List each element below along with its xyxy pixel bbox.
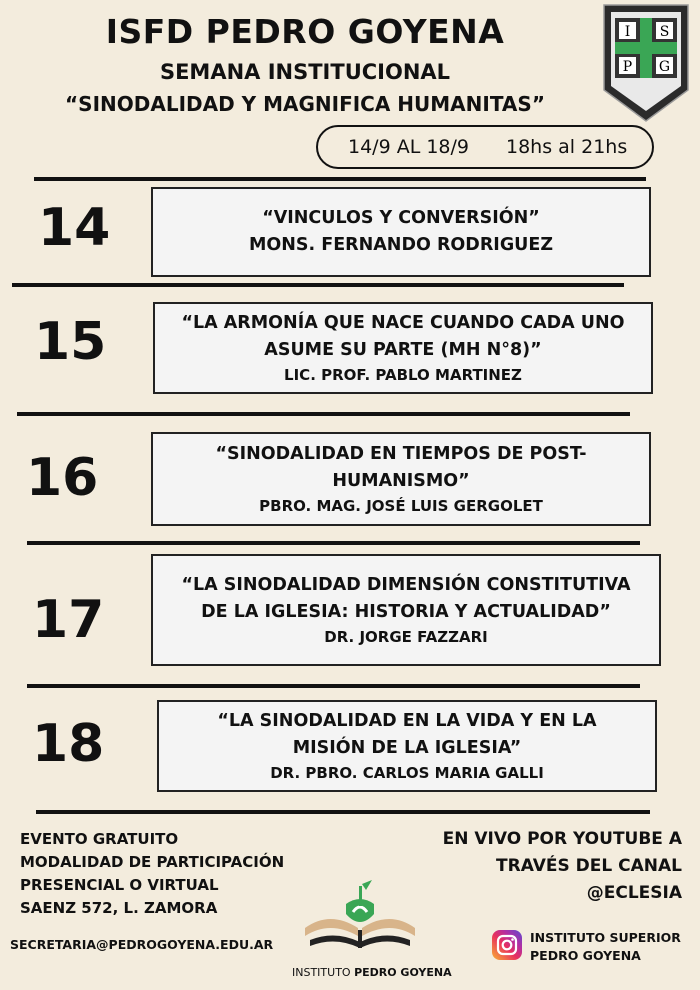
session-card bbox=[151, 187, 651, 277]
divider bbox=[36, 810, 650, 814]
session-day: 14 bbox=[38, 198, 111, 258]
instagram-line: INSTITUTO SUPERIOR bbox=[530, 930, 681, 945]
shield-letter: P bbox=[622, 59, 633, 75]
divider bbox=[12, 283, 624, 287]
session-day: 15 bbox=[34, 312, 107, 372]
session-title: ASUME SU PARTE (MH N°8)” bbox=[264, 340, 542, 360]
session-title: “LA SINODALIDAD DIMENSIÓN CONSTITUTIVA bbox=[181, 575, 631, 595]
session-speaker: PBRO. MAG. JOSÉ LUIS GERGOLET bbox=[259, 497, 543, 515]
session-speaker: MONS. FERNANDO RODRIGUEZ bbox=[248, 235, 554, 255]
shield-letter: G bbox=[658, 59, 671, 75]
session-title: DE LA IGLESIA: HISTORIA Y ACTUALIDAD” bbox=[201, 602, 611, 622]
info-line: EVENTO GRATUITO bbox=[20, 830, 179, 848]
live-line: TRAVÉS DEL CANAL bbox=[496, 856, 682, 876]
session-title: “SINODALIDAD EN TIEMPOS DE POST- bbox=[215, 444, 587, 464]
session-title: “VINCULOS Y CONVERSIÓN” bbox=[262, 208, 540, 228]
session-speaker: LIC. PROF. PABLO MARTINEZ bbox=[284, 366, 522, 384]
event-theme: “SINODALIDAD Y MAGNIFICA HUMANITAS” bbox=[65, 92, 545, 116]
instagram-account[interactable] bbox=[530, 929, 681, 965]
session-card bbox=[157, 700, 657, 792]
session-day: 18 bbox=[32, 714, 105, 774]
institute-name-bold: PEDRO GOYENA bbox=[354, 966, 452, 979]
youtube-channel[interactable]: @ECLESIA bbox=[586, 883, 682, 903]
session-speaker: DR. JORGE FAZZARI bbox=[324, 628, 488, 646]
instagram-line: PEDRO GOYENA bbox=[530, 948, 641, 963]
instagram-icon[interactable] bbox=[492, 930, 522, 960]
session-card bbox=[151, 554, 661, 666]
divider bbox=[27, 541, 640, 545]
shield-letter: I bbox=[624, 24, 631, 40]
institute-book-logo bbox=[300, 880, 420, 962]
live-line: EN VIVO POR YOUTUBE A bbox=[442, 829, 682, 849]
live-stream-info bbox=[412, 826, 682, 907]
divider bbox=[27, 684, 640, 688]
session-day: 16 bbox=[26, 448, 99, 508]
divider bbox=[34, 177, 646, 181]
date-badge bbox=[316, 125, 654, 169]
session-day: 17 bbox=[32, 590, 105, 650]
event-subtitle: SEMANA INSTITUCIONAL bbox=[159, 60, 451, 84]
session-card bbox=[151, 432, 651, 526]
session-card bbox=[153, 302, 653, 394]
event-hours: 18hs al 21hs bbox=[506, 136, 628, 158]
info-line: MODALIDAD DE PARTICIPACIÓN bbox=[20, 853, 285, 871]
divider bbox=[17, 412, 630, 416]
session-title: MISIÓN DE LA IGLESIA” bbox=[292, 738, 522, 758]
session-title: HUMANISMO” bbox=[332, 471, 470, 491]
isfd-shield-logo bbox=[603, 4, 689, 122]
session-title: “LA SINODALIDAD EN LA VIDA Y EN LA bbox=[217, 711, 597, 731]
session-speaker: DR. PBRO. CARLOS MARIA GALLI bbox=[270, 764, 544, 782]
address: SAENZ 572, L. ZAMORA bbox=[20, 899, 218, 917]
contact-email[interactable]: SECRETARIA@PEDROGOYENA.EDU.AR bbox=[10, 937, 274, 952]
info-line: PRESENCIAL O VIRTUAL bbox=[20, 876, 219, 894]
page-title: ISFD PEDRO GOYENA bbox=[105, 12, 505, 51]
institute-name bbox=[292, 966, 452, 979]
event-info bbox=[20, 828, 284, 920]
institute-prefix: INSTITUTO bbox=[292, 966, 351, 979]
session-title: “LA ARMONÍA QUE NACE CUANDO CADA UNO bbox=[181, 313, 625, 333]
date-range: 14/9 AL 18/9 bbox=[348, 136, 469, 158]
shield-letter: S bbox=[659, 24, 670, 40]
